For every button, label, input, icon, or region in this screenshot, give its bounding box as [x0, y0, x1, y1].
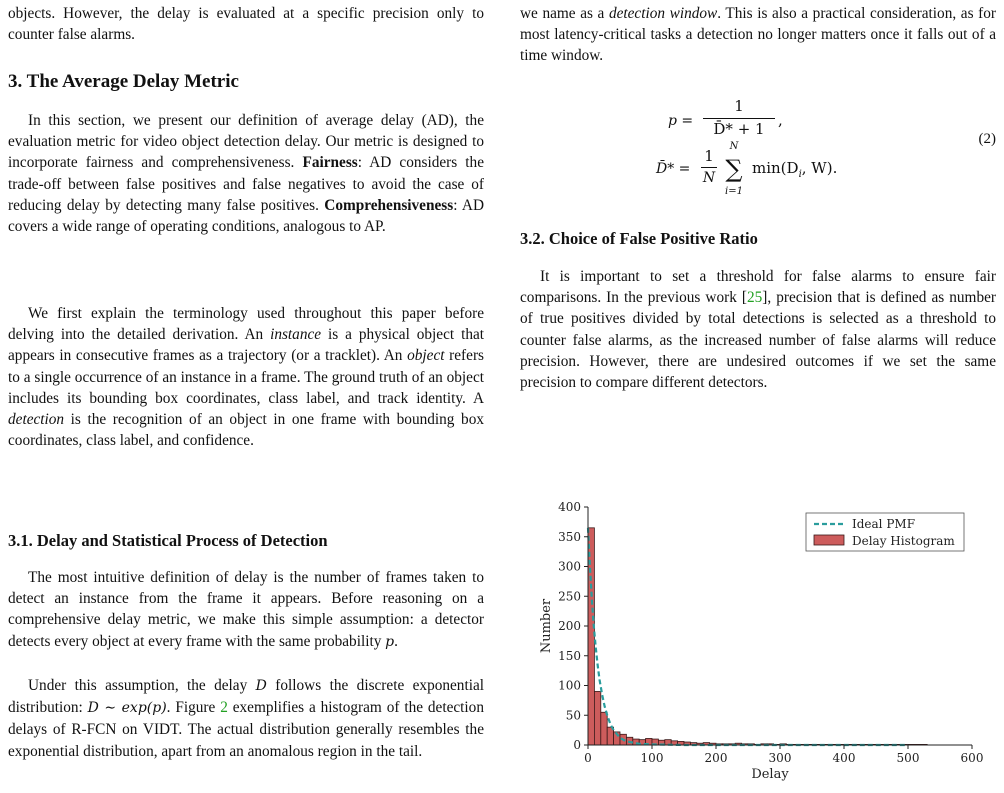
term-instance: instance [270, 326, 322, 344]
y-axis-label: Number [539, 598, 554, 654]
legend-histogram-label: Delay Histogram [852, 534, 955, 548]
term-detection: detection [8, 411, 65, 429]
x-tick-label: 300 [768, 751, 792, 765]
delay-histogram-chart [530, 495, 1000, 787]
y-tick-label: 0 [573, 738, 581, 752]
section-3-2-title: 3.2. Choice of False Positive Ratio [520, 229, 758, 248]
x-tick-label: 400 [832, 751, 856, 765]
term-detection-window: detection window [608, 5, 718, 22]
comprehensiveness-term: Comprehensiveness [324, 196, 454, 214]
equation-2: p = 1 D̄* + 1 , D̄* = 1 N N ∑ i=1 $\min(D_i$, W). (2) [656, 97, 996, 198]
intro-paragraph: objects. However, the delay is evaluated at a specific precision only to counter false alarms. [8, 5, 484, 44]
y-tick-label: 50 [565, 708, 581, 723]
section-3-title: 3. The Average Delay Metric [8, 71, 239, 92]
paragraph-detection-window: we name as a detection window. This is also a practical consideration, as for most latency-critical tasks a detection no longer matters once it falls out of a time window. [520, 5, 996, 65]
paragraph-delay-definition: The most intuitive definition of delay is the number of frames taken to detect an instance from the frame it appears. Before reasoning on a comprehensive delay metric, we make this simple assumption: a detector detects every object at every frame with the same probability p. [8, 569, 484, 650]
equation-number: (2) [978, 131, 996, 147]
y-tick-label: 150 [558, 648, 581, 663]
histogram-bar [594, 691, 600, 745]
paragraph-exponential: Under this assumption, the delay D follows the discrete exponential distribution: D ∼ exp(p). Figure 2 exemplifies a histogram of the detection delays of R-FCN on VIDT. The actual distribution generally resembles the exponential distribution, apart from an anomalous region in the tail. [8, 677, 484, 760]
fairness-term: Fairness [302, 154, 358, 172]
y-tick-label: 200 [558, 619, 581, 633]
x-tick-label: 0 [584, 751, 592, 765]
legend-histogram-swatch [814, 535, 844, 545]
term-object: object [407, 347, 445, 365]
ideal-pmf-line [588, 528, 908, 745]
x-tick-label: 600 [960, 751, 984, 765]
paragraph-terminology: We first explain the terminology used throughout this paper before delving into the detailed derivation. An instance is a physical object that appears in consecutive frames as a trajectory (or a tracklet). An object refers to a single occurrence of an instance in a frame. The ground truth of an object includes its bounding box coordinates, class label, and track identity. A detection is the recognition of an object in one frame with bounding box coordinates, class label, and confidence. [8, 305, 485, 450]
figure-2-link[interactable]: 2 [220, 699, 228, 717]
x-tick-label: 100 [640, 751, 664, 765]
section-3-1-title: 3.1. Delay and Statistical Process of Detection [8, 531, 328, 550]
y-tick-label: 100 [558, 678, 581, 693]
x-tick-label: 200 [704, 751, 728, 765]
paragraph-ad-definition: In this section, we present our definition of average delay (AD), the evaluation metric for video object detection delay. Our metric is designed to incorporate fairness and comprehensiveness. Fairness: AD considers the trade-off between false positives and false negatives to avoid the case of reducing delay by detecting many false positives. Comprehensiveness: AD covers a wide range of operating conditions, analogous to AP. [8, 112, 484, 236]
citation-25-link[interactable]: 25 [746, 289, 763, 307]
x-tick-label: 500 [896, 751, 920, 765]
y-tick-label: 350 [558, 529, 581, 544]
paragraph-false-positive: It is important to set a threshold for false alarms to ensure fair comparisons. In the previous work [25], precision that is defined as number of true positives divided by total detections is selected as a threshold to counter false alarms, as the increased number of false alarms will reduce precision. However, there are undesired outcomes if we set the same precision to compare different detectors. [520, 268, 996, 392]
y-tick-label: 300 [558, 559, 581, 574]
histogram-bar [601, 712, 607, 745]
x-axis-label: Delay [751, 767, 789, 782]
y-tick-label: 400 [558, 500, 581, 514]
y-tick-label: 250 [558, 589, 581, 604]
legend-pmf-label: Ideal PMF [852, 517, 916, 531]
